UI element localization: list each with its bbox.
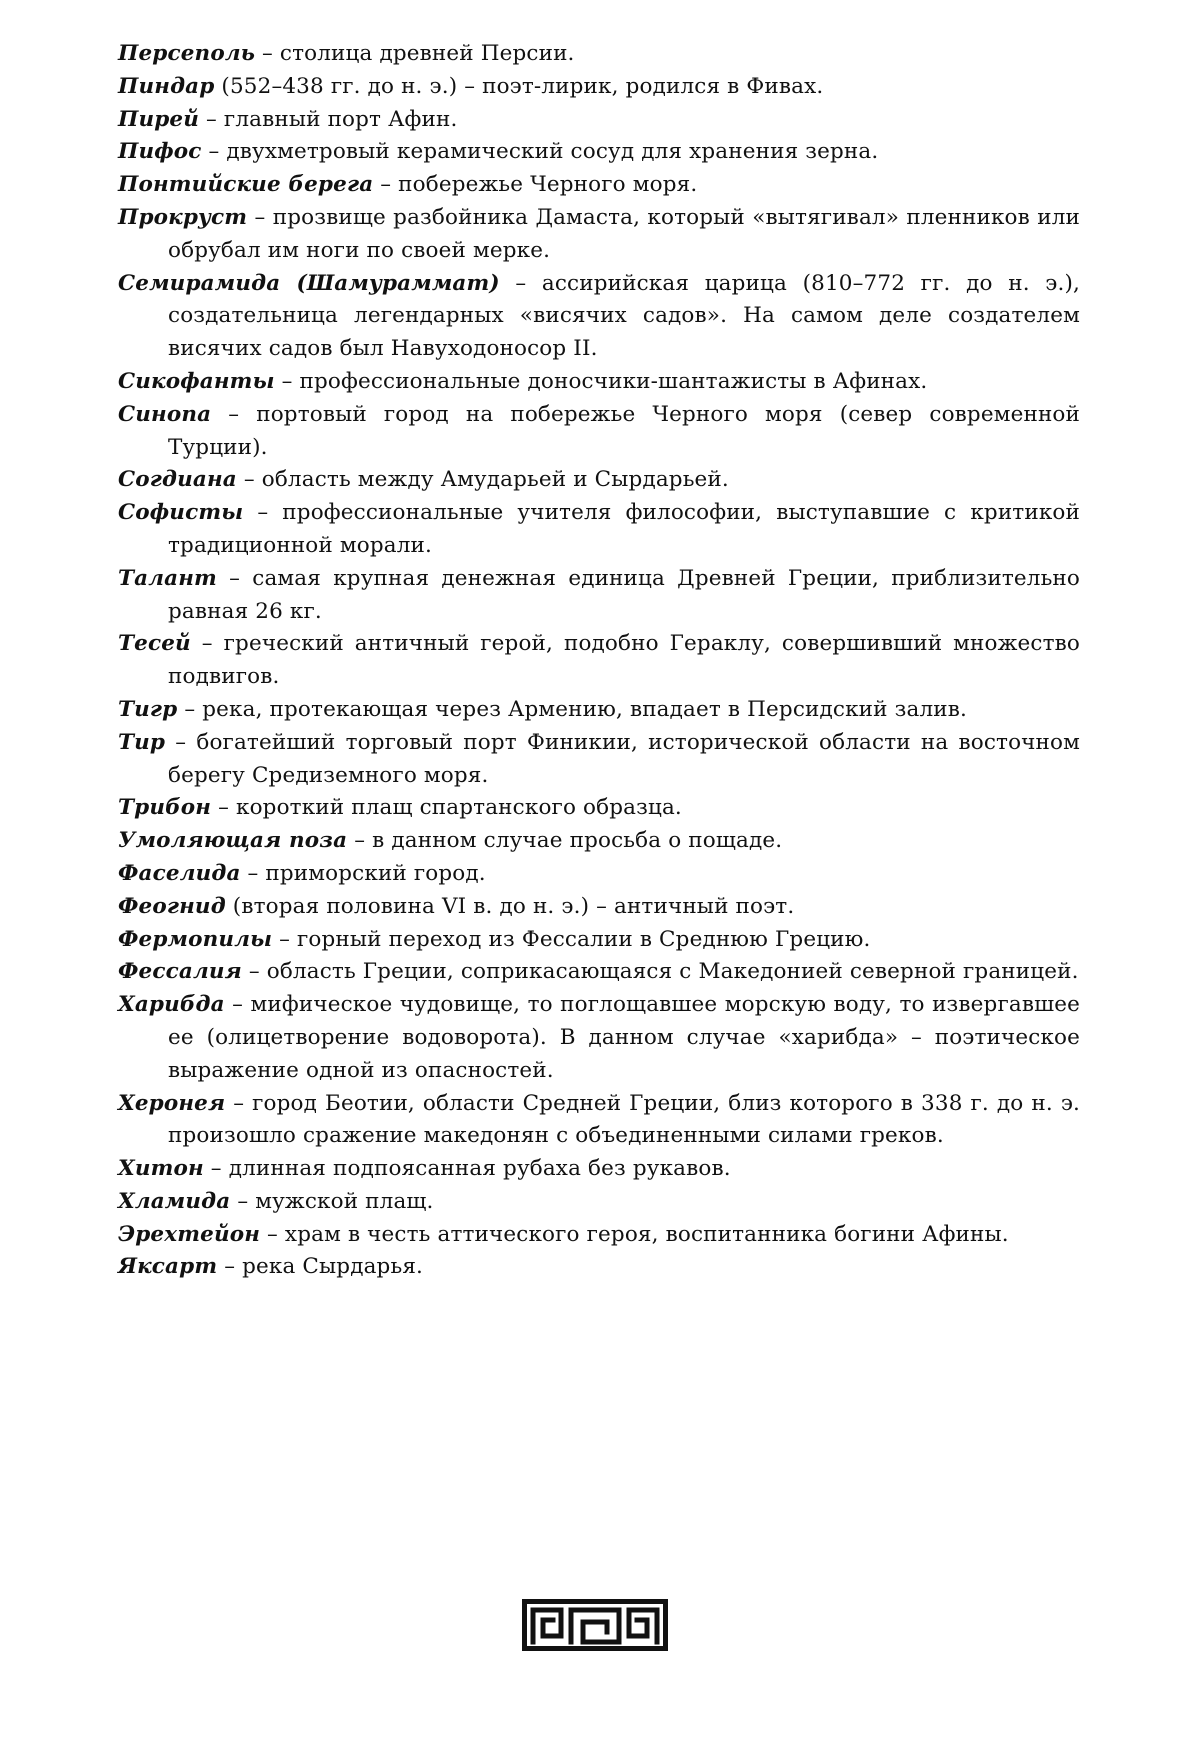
glossary-term: Тигр [118, 696, 178, 722]
glossary-term: Синопа [118, 401, 212, 427]
glossary-definition: – мифическое чудовище, то поглощавшее морскую воду, то извергавшее ее (олицетворение водоворота). В данном случае «харибда» – поэтическое выражение одной из опасностей. [168, 992, 1080, 1083]
glossary-definition: – горный переход из Фессалии в Среднюю Грецию. [272, 926, 871, 952]
glossary-term: Семирамида (Шамураммат) [118, 270, 500, 296]
glossary-term: Эрехтейон [118, 1221, 261, 1247]
glossary-definition: – город Беотии, области Средней Греции, близ которого в 338 г. до н. э. произошло сражение македонян с объединенными силами греков. [168, 1090, 1080, 1149]
glossary-definition: – ассирийская царица (810–772 гг. до н. э.), создательница легендарных «висячих садов». На самом деле создателем висячих садов был Навуходоносор II. [168, 270, 1081, 362]
glossary-entry [118, 202, 1080, 268]
glossary-entry [118, 1251, 1080, 1284]
greek-meander-ornament-icon [521, 1598, 669, 1652]
glossary-definition: – река Сырдарья. [217, 1254, 424, 1280]
glossary-entry [118, 399, 1080, 465]
glossary-definition: – профессиональные учителя философии, выступавшие с критикой традиционной морали. [168, 500, 1080, 558]
glossary-term: Тир [118, 729, 166, 755]
glossary-entry [118, 825, 1080, 858]
glossary-definition: – короткий плащ спартанского образца. [211, 795, 682, 821]
glossary-entry [118, 891, 1080, 924]
glossary-entry [118, 1186, 1080, 1219]
glossary-term: Фермопилы [118, 926, 273, 952]
glossary-term: Пирей [118, 106, 200, 132]
glossary-term: Пифос [118, 139, 202, 165]
glossary-entry [118, 956, 1080, 989]
glossary-term: Персеполь [118, 41, 256, 66]
glossary-entry [118, 71, 1080, 104]
glossary-definition: (552–438 гг. до н. э.) – поэт-лирик, родился в Фивах. [214, 73, 824, 99]
glossary-term: Пиндар [118, 73, 215, 99]
glossary-definition: – мужской плащ. [230, 1188, 434, 1214]
glossary-term: Яксарт [118, 1254, 218, 1280]
glossary-entry [118, 268, 1080, 366]
glossary-term: Фессалия [118, 959, 242, 985]
glossary-definition: – столица древней Персии. [255, 41, 575, 66]
glossary-entry [118, 727, 1080, 793]
glossary-entry [118, 924, 1080, 957]
glossary-term: Понтийские берега [118, 172, 374, 198]
glossary-term: Хитон [118, 1156, 204, 1182]
glossary-term: Согдиана [118, 467, 237, 493]
glossary-entry [118, 464, 1080, 497]
glossary-entry [118, 628, 1080, 694]
glossary-entry [118, 366, 1080, 399]
glossary-entry [118, 1153, 1080, 1186]
glossary-entry [118, 136, 1080, 169]
glossary-definition: – профессиональные доносчики-шантажисты в Афинах. [274, 368, 928, 394]
glossary-definition: – двухметровый керамический сосуд для хранения зерна. [201, 139, 879, 165]
glossary-entry [118, 792, 1080, 825]
glossary-term: Трибон [118, 795, 212, 821]
glossary-definition: – главный порт Афин. [199, 106, 458, 132]
glossary-term: Прокруст [118, 204, 248, 230]
glossary-term: Сикофанты [118, 368, 275, 394]
glossary-definition: – портовый город на побережье Черного моря (север современной Турции). [168, 401, 1080, 460]
glossary-definition: – самая крупная денежная единица Древней Греции, приблизительно равная 26 кг. [168, 565, 1080, 624]
glossary-entry [118, 38, 1080, 71]
glossary-definition: – храм в честь аттического героя, воспитанника богини Афины. [260, 1221, 1009, 1247]
glossary-entry [118, 563, 1080, 629]
glossary-entry [118, 858, 1080, 891]
glossary-entry [118, 497, 1080, 563]
glossary-term: Софисты [118, 500, 244, 526]
glossary-definition: – длинная подпоясанная рубаха без рукавов. [203, 1156, 731, 1182]
glossary-definition: – область Греции, соприкасающаяся с Македонией северной границей. [241, 959, 1079, 985]
glossary-definition: (вторая половина VI в. до н. э.) – античный поэт. [225, 893, 795, 919]
glossary-entry [118, 1219, 1080, 1252]
glossary-definition: – богатейший торговый порт Финикии, исторической области на восточном берегу Средиземного моря. [165, 729, 1080, 788]
glossary-term: Харибда [118, 992, 225, 1018]
glossary-term: Талант [118, 565, 217, 591]
glossary-entry [118, 169, 1080, 202]
glossary-definition: – прозвище разбойника Дамаста, который «вытягивал» пленников или обрубал им ноги по своей мерке. [168, 204, 1080, 263]
glossary-definition: – область между Амударьей и Сырдарьей. [236, 467, 729, 493]
glossary-term: Хламида [118, 1188, 231, 1214]
glossary-definition: – река, протекающая через Армению, впадает в Персидский залив. [177, 696, 967, 722]
glossary-term: Херонея [118, 1090, 226, 1116]
glossary-term: Фаселида [118, 860, 241, 886]
glossary-entry [118, 989, 1080, 1087]
glossary-entry [118, 1088, 1080, 1154]
glossary-term: Тесей [118, 631, 191, 657]
glossary-definition: – побережье Черного моря. [373, 172, 698, 198]
glossary-list [118, 38, 1080, 1284]
glossary-definition: – приморский город. [240, 860, 486, 886]
glossary-term: Умоляющая поза [118, 828, 348, 854]
glossary-definition: – в данном случае просьба о пощаде. [347, 828, 783, 854]
glossary-term: Феогнид [118, 893, 226, 919]
glossary-entry [118, 694, 1080, 727]
glossary-entry [118, 104, 1080, 137]
glossary-definition: – греческий античный герой, подобно Гераклу, совершивший множество подвигов. [168, 631, 1080, 690]
